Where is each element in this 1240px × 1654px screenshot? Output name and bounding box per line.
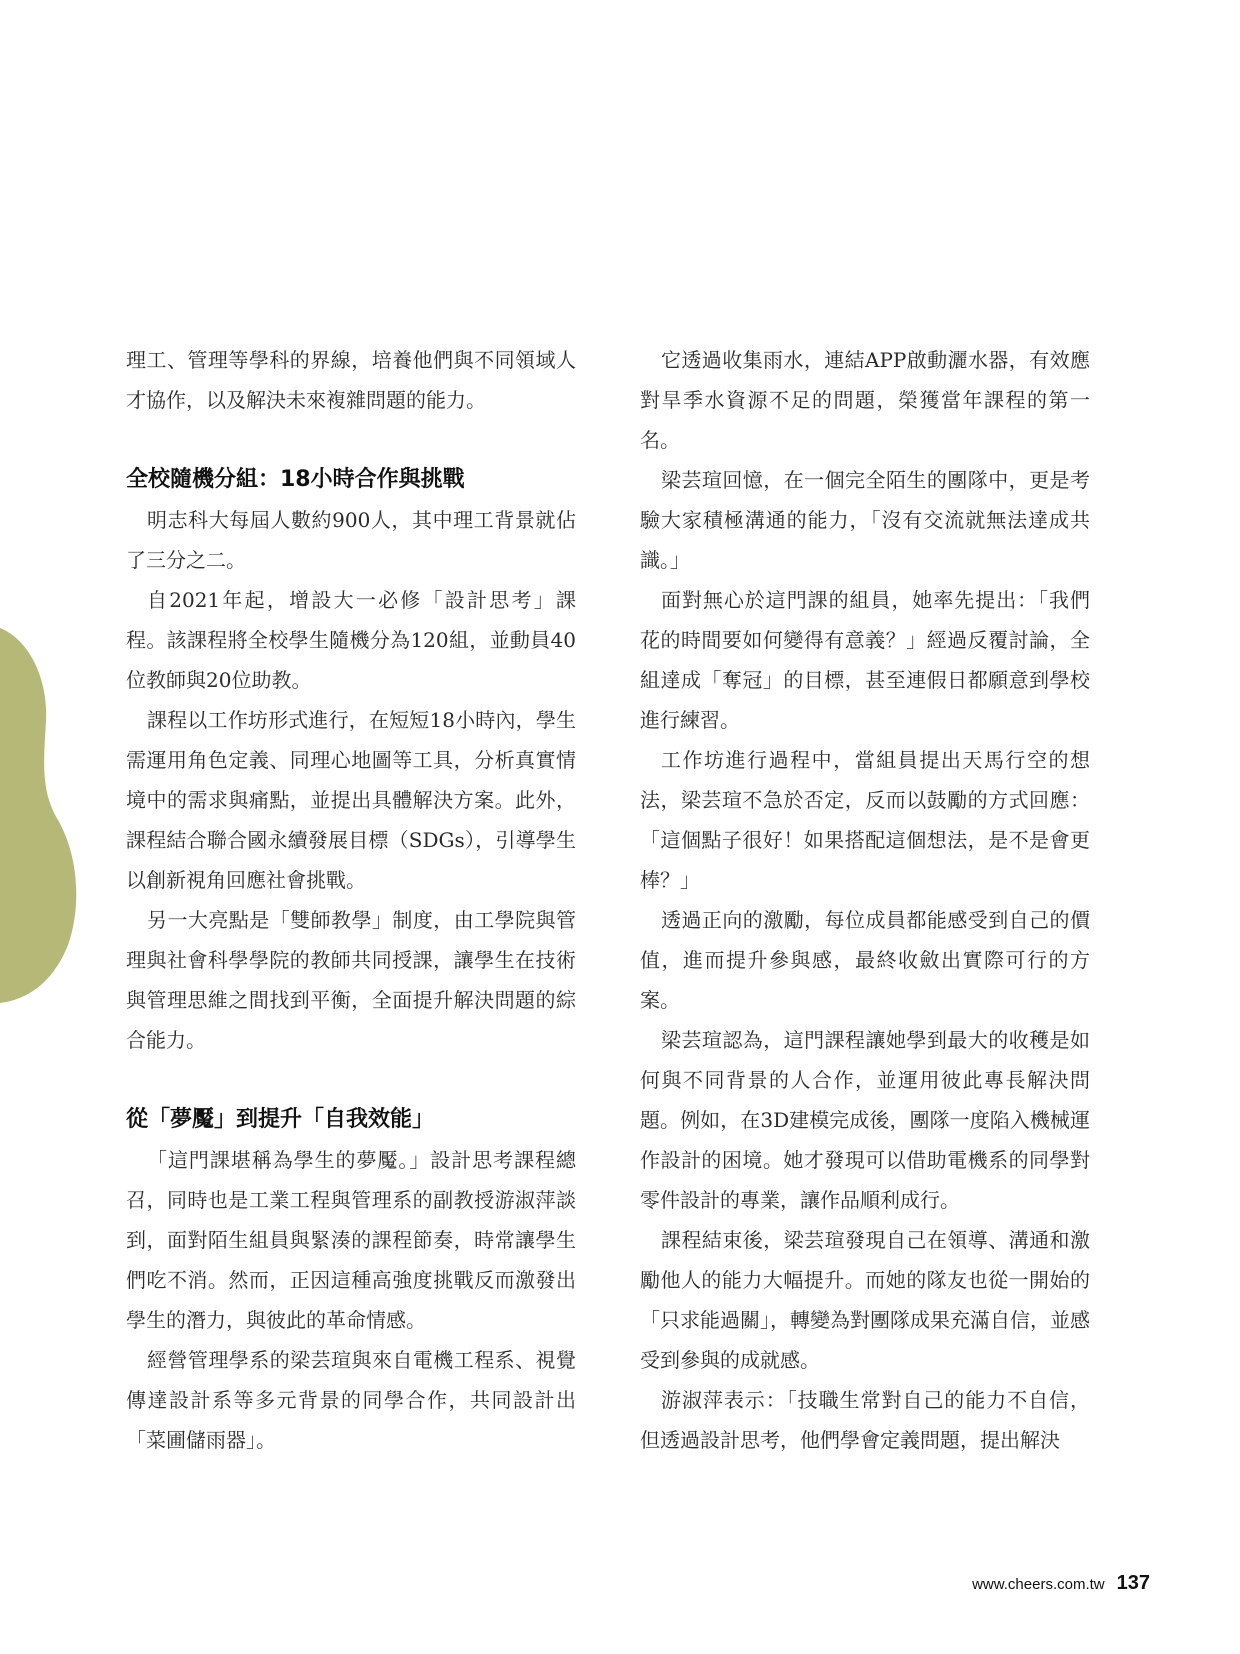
body-paragraph: 「這門課堪稱為學生的夢魘。」設計思考課程總召，同時也是工業工程與管理系的副教授游淑萍談到，面對陌生組員與緊湊的課程節奏，時常讓學生們吃不消。然而，正因這種高強度挑戰反而激發出學生的潛力，與彼此的革命情感。: [126, 1148, 576, 1332]
decorative-green-shape: [0, 0, 120, 1100]
body-paragraph: 面對無心於這門課的組員，她率先提出：「我們花的時間要如何變得有意義？」經過反覆討論，全組達成「奪冠」的目標，甚至連假日都願意到學校進行練習。: [640, 588, 1090, 732]
body-paragraph: 另一大亮點是「雙師教學」制度，由工學院與管理與社會科學學院的教師共同授課，讓學生在技術與管理思維之間找到平衡，全面提升解決問題的綜合能力。: [126, 908, 576, 1052]
right-column: [640, 340, 1090, 1460]
page-number: 137: [1116, 1572, 1150, 1594]
website-url: www.cheers.com.tw: [972, 1576, 1105, 1593]
body-paragraph: 梁芸瑄回憶，在一個完全陌生的團隊中，更是考驗大家積極溝通的能力，「沒有交流就無法達成共識。」: [640, 468, 1090, 572]
body-paragraph: 課程結束後，梁芸瑄發現自己在領導、溝通和激勵他人的能力大幅提升。而她的隊友也從一開始的「只求能過關」，轉變為對團隊成果充滿自信，並感受到參與的成就感。: [640, 1228, 1090, 1372]
section-heading-nightmare-to-self-efficacy: 從「夢魘」到提升「自我效能」: [126, 1107, 435, 1132]
body-paragraph: 明志科大每屆人數約900人，其中理工背景就佔了三分之二。: [126, 508, 576, 572]
body-paragraph: 透過正向的激勵，每位成員都能感受到自己的價值，進而提升參與感，最終收斂出實際可行的方案。: [640, 908, 1090, 1012]
page-footer: [972, 1572, 1150, 1595]
body-paragraph: 工作坊進行過程中，當組員提出天馬行空的想法，梁芸瑄不急於否定，反而以鼓勵的方式回應：「這個點子很好！如果搭配這個想法，是不是會更棒？」: [640, 748, 1090, 892]
body-paragraph: 經營管理學系的梁芸瑄與來自電機工程系、視覺傳達設計系等多元背景的同學合作，共同設計出「菜圃儲雨器」。: [126, 1348, 576, 1452]
left-column: [126, 340, 576, 1460]
section-heading-random-grouping: 全校隨機分組：18小時合作與挑戰: [126, 467, 465, 492]
body-paragraph: 課程以工作坊形式進行，在短短18小時內，學生需運用角色定義、同理心地圖等工具，分析真實情境中的需求與痛點，並提出具體解決方案。此外，課程結合聯合國永續發展目標（SDGs），引導學生以創新視角回應社會挑戰。: [126, 708, 576, 892]
body-paragraph: 梁芸瑄認為，這門課程讓她學到最大的收穫是如何與不同背景的人合作，並運用彼此專長解決問題。例如，在3D建模完成後，團隊一度陷入機械運作設計的困境。她才發現可以借助電機系的同學對零件設計的專業，讓作品順利成行。: [640, 1028, 1090, 1212]
intro-continued-paragraph: 理工、管理等學科的界線，培養他們與不同領域人才協作，以及解決未來複雜問題的能力。: [126, 348, 576, 412]
body-paragraph: 自2021年起，增設大一必修「設計思考」課程。該課程將全校學生隨機分為120組，並動員40位教師與20位助教。: [126, 588, 576, 692]
body-paragraph: 游淑萍表示：「技職生常對自己的能力不自信，但透過設計思考，他們學會定義問題，提出解決: [640, 1388, 1090, 1452]
body-paragraph: 它透過收集雨水，連結APP啟動灑水器，有效應對旱季水資源不足的問題，榮獲當年課程的第一名。: [640, 348, 1090, 452]
